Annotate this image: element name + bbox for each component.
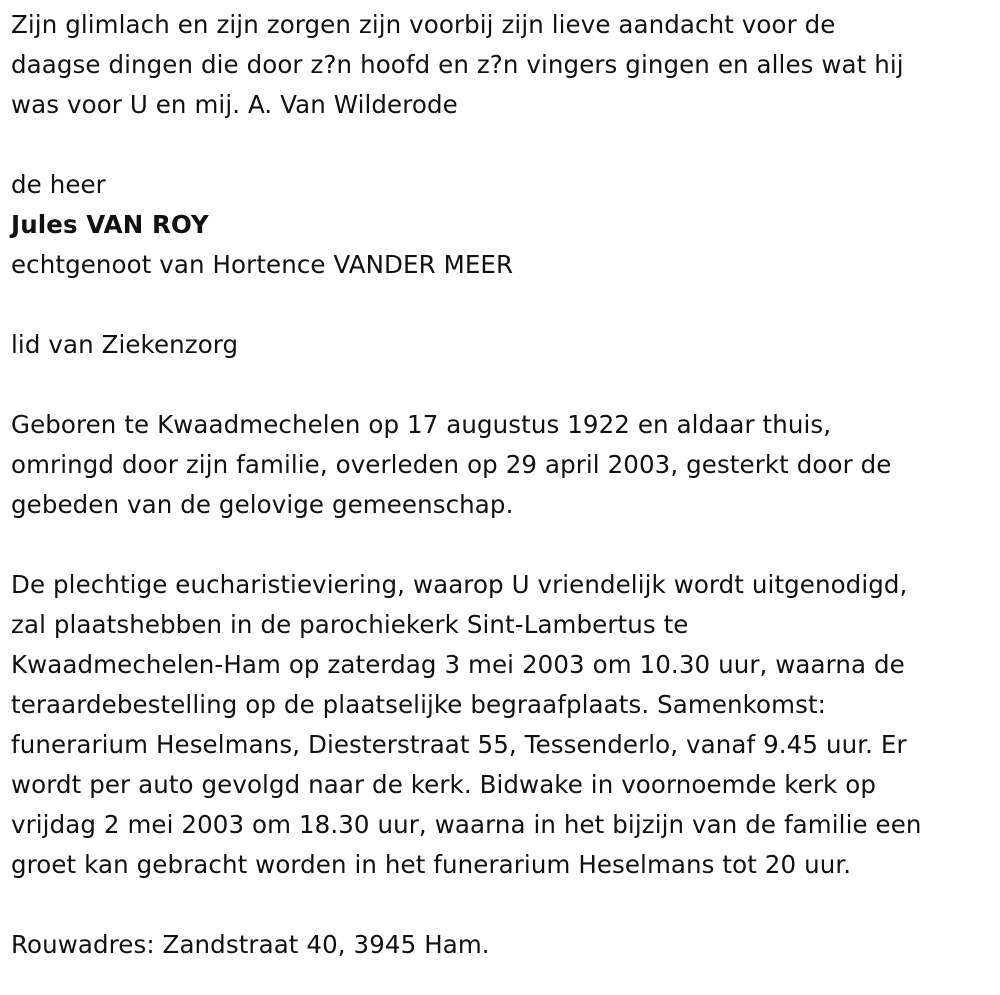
spacer — [11, 285, 991, 325]
ceremony-line: groet kan gebracht worden in het funerarium Heselmans tot 20 uur. — [11, 850, 852, 879]
quote-paragraph — [11, 5, 991, 125]
spacer — [11, 885, 991, 925]
quote-line: Zijn glimlach en zijn zorgen zijn voorbij zijn lieve aandacht voor de — [11, 10, 836, 39]
ceremony-line: teraardebestelling op de plaatselijke begraafplaats. Samenkomst: — [11, 690, 827, 719]
ceremony-line: De plechtige eucharistieviering, waarop U vriendelijk wordt uitgenodigd, — [11, 570, 908, 599]
quote-line: was voor U en mij. A. Van Wilderode — [11, 90, 458, 119]
title-prefix: de heer — [11, 170, 106, 199]
spacer — [11, 525, 991, 565]
ceremony-line: funerarium Heselmans, Diesterstraat 55, Tessenderlo, vanaf 9.45 uur. Er — [11, 730, 907, 759]
spouse-line: echtgenoot van Hortence VANDER MEER — [11, 250, 514, 279]
address-line: Rouwadres: Zandstraat 40, 3945 Ham. — [11, 930, 490, 959]
birth-death-line: omringd door zijn familie, overleden op 29 april 2003, gesterkt door de — [11, 450, 892, 479]
quote-line: daagse dingen die door z?n hoofd en z?n vingers gingen en alles wat hij — [11, 50, 904, 79]
spacer — [11, 125, 991, 165]
deceased-name: Jules VAN ROY — [11, 210, 209, 239]
ceremony-line: Kwaadmechelen-Ham op zaterdag 3 mei 2003 om 10.30 uur, waarna de — [11, 650, 905, 679]
ceremony-line: zal plaatshebben in de parochiekerk Sint-Lambertus te — [11, 610, 689, 639]
birth-death-paragraph — [11, 405, 991, 525]
birth-death-line: Geboren te Kwaadmechelen op 17 augustus 1922 en aldaar thuis, — [11, 410, 832, 439]
obituary-document — [11, 5, 991, 965]
ceremony-line: wordt per auto gevolgd naar de kerk. Bidwake in voornoemde kerk op — [11, 770, 876, 799]
ceremony-paragraph — [11, 565, 991, 885]
ceremony-line: vrijdag 2 mei 2003 om 18.30 uur, waarna in het bijzijn van de familie een — [11, 810, 922, 839]
spacer — [11, 365, 991, 405]
birth-death-line: gebeden van de gelovige gemeenschap. — [11, 490, 514, 519]
membership-line: lid van Ziekenzorg — [11, 330, 239, 359]
